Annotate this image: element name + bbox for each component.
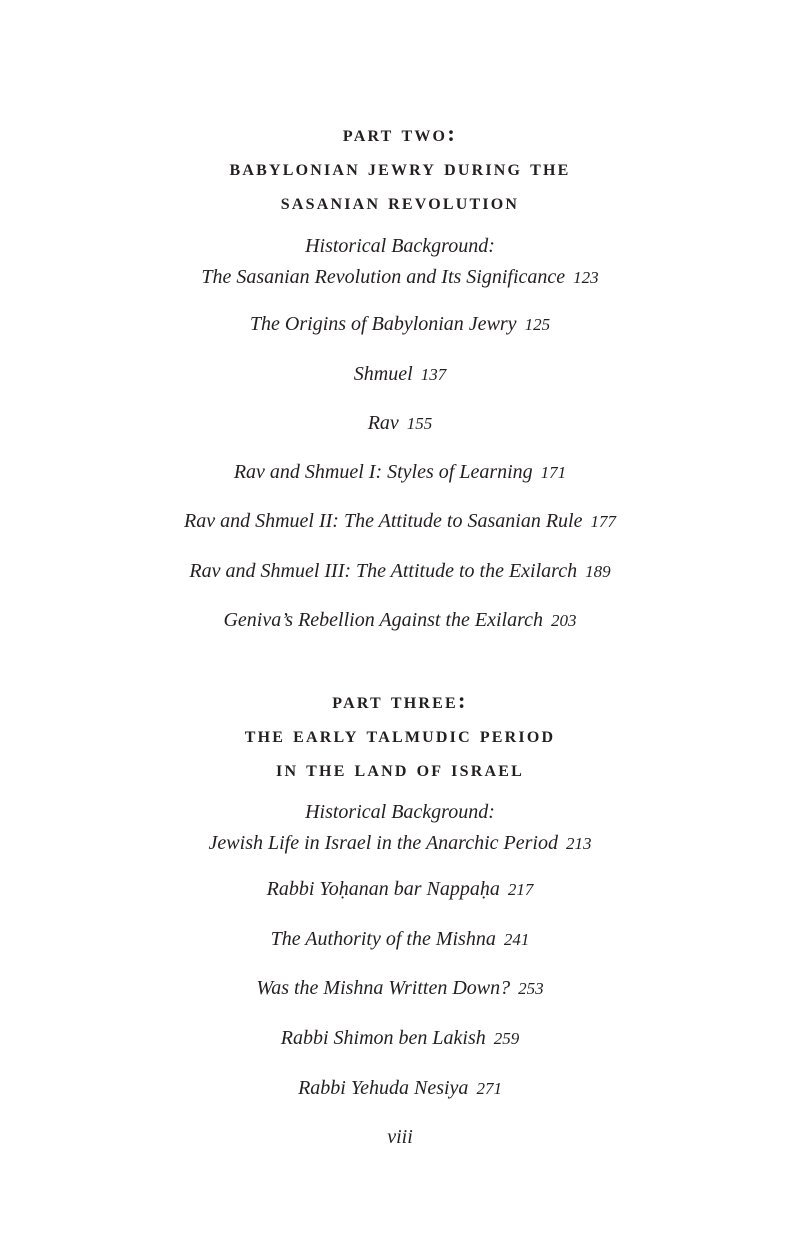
toc-entry-title: Rabbi Shimon ben Lakish [280,1027,486,1049]
toc-entry [0,309,800,340]
toc-entry-title: Rav and Shmuel I: Styles of Learning [233,461,533,483]
toc-entry-title: Rabbi Yoḥanan bar Nappaḥa [266,878,500,900]
toc-entry-title: Shmuel [353,363,413,385]
toc-entry [0,924,800,955]
toc-entry-title: The Origins of Babylonian Jewry [249,313,517,335]
toc-entry [0,1073,800,1104]
toc-entry-title: Was the Mishna Written Down? [256,977,511,999]
toc-entry-page: 203 [551,611,577,630]
toc-entry-page: 213 [565,834,592,853]
toc-entry-page: 241 [503,930,530,949]
toc-entry-title: Geniva’s Rebellion Against the Exilarch [223,609,544,631]
toc-entry-page: 137 [420,365,447,384]
toc-entry-title: Rav and Shmuel III: The Attitude to the Exilarch [189,560,578,582]
toc-entry-page: 171 [540,463,567,482]
toc-entry [0,457,800,488]
toc-entry-page: 123 [573,268,599,287]
part-two-heading-line: sasanian revolution [280,189,520,214]
toc-entry-page: 177 [590,512,616,531]
part-two-heading-line: part two: [342,121,458,146]
part-three-heading-line: part three: [332,688,468,713]
part-three-heading [0,684,800,786]
toc-entry-title: Historical Background: [305,235,495,257]
toc-entry [0,797,800,859]
toc-entry-page: 271 [476,1079,502,1098]
part-two-heading [0,117,800,219]
toc-entry-page: 259 [493,1029,520,1048]
toc-entry [0,359,800,390]
page-number: viii [387,1126,413,1148]
toc-entry-page: 125 [524,315,551,334]
toc-entry-page: 189 [585,562,611,581]
part-two-heading-line: babylonian jewry during the [229,155,571,180]
toc-entry-title: The Sasanian Revolution and Its Significance [201,266,566,288]
toc-entry [0,874,800,905]
toc-entry-title: Rav [367,412,399,434]
toc-entry [0,1023,800,1054]
toc-entry [0,605,800,636]
toc-entry-title: Rav and Shmuel II: The Attitude to Sasanian Rule [184,510,583,532]
toc-entry [0,506,800,537]
toc-entry-page: 155 [406,414,433,433]
toc-entry-title: Jewish Life in Israel in the Anarchic Period [208,832,558,854]
toc-entry [0,973,800,1004]
toc-entry-title: The Authority of the Mishna [270,928,496,950]
toc-entry [0,556,800,587]
toc-entry [0,408,800,439]
toc-entry-title: Historical Background: [305,801,495,823]
toc-entry [0,231,800,293]
toc-entry-page: 217 [507,880,534,899]
part-three-heading-line: in the land of israel [276,756,524,781]
toc-entry-title: Rabbi Yehuda Nesiya [298,1077,469,1099]
toc-entry-page: 253 [518,979,544,998]
part-three-heading-line: the early talmudic period [244,722,556,747]
